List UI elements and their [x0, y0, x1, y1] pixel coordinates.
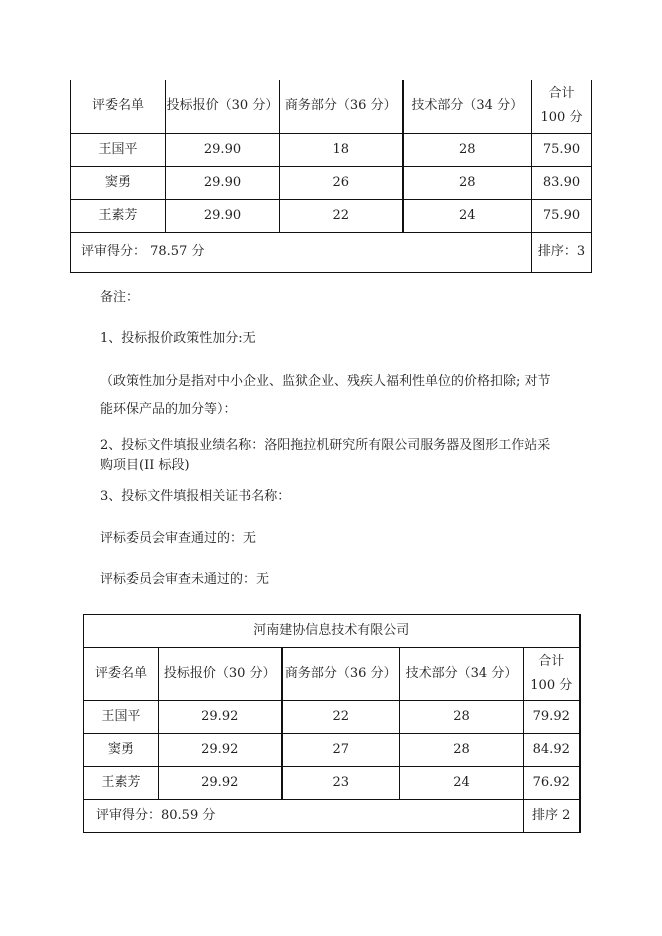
header-row	[71, 80, 592, 133]
review-failed: 评标委员会审查未通过的：无	[100, 572, 270, 587]
rank: 排序 2	[524, 800, 580, 833]
table-row	[71, 199, 592, 232]
business-score: 23	[282, 767, 400, 800]
note-item-1-detail-line1: （政策性加分是指对中小企业、监狱企业、残疾人福利性单位的价格扣除; 对节	[100, 374, 551, 389]
note-item-2-line2: 购项目(II 标段)	[100, 458, 190, 473]
review-passed: 评标委员会审查通过的：无	[100, 531, 257, 546]
business-score: 27	[282, 734, 400, 767]
header-business: 商务部分（36 分）	[282, 648, 400, 701]
note-item-1: 1、投标报价政策性加分:无	[100, 331, 256, 346]
bid-price-score: 29.92	[159, 767, 282, 800]
total-score: 76.92	[524, 767, 580, 800]
header-technical: 技术部分（34 分）	[403, 80, 532, 133]
header-judges: 评委名单	[71, 80, 166, 133]
table-row	[84, 767, 580, 800]
header-total	[532, 80, 592, 133]
judge-name: 窦勇	[71, 166, 166, 199]
technical-score: 24	[400, 767, 524, 800]
business-score: 18	[280, 133, 403, 166]
rank: 排序：3	[532, 232, 592, 272]
technical-score: 28	[400, 701, 524, 734]
table-row	[84, 734, 580, 767]
business-score: 26	[280, 166, 403, 199]
total-score: 84.92	[524, 734, 580, 767]
total-score: 79.92	[524, 701, 580, 734]
header-technical: 技术部分（34 分）	[400, 648, 524, 701]
bid-price-score: 29.90	[166, 133, 280, 166]
header-judges: 评委名单	[84, 648, 159, 701]
header-row	[84, 648, 580, 701]
total-score: 75.90	[532, 133, 592, 166]
total-score: 83.90	[532, 166, 592, 199]
review-score: 评审得分：80.59 分	[84, 800, 524, 833]
company-name: 河南建协信息技术有限公司	[84, 615, 580, 648]
business-score: 22	[280, 199, 403, 232]
technical-score: 24	[403, 199, 532, 232]
technical-score: 28	[403, 133, 532, 166]
header-bid-price: 投标报价（30 分）	[166, 80, 280, 133]
total-score: 75.90	[532, 199, 592, 232]
bid-price-score: 29.92	[159, 701, 282, 734]
business-score: 22	[282, 701, 400, 734]
note-item-2-line1: 2、投标文件填报业绩名称：洛阳拖拉机研究所有限公司服务器及图形工作站采	[100, 438, 551, 453]
table-row	[71, 133, 592, 166]
score-table-2	[83, 614, 581, 833]
judge-name: 王素芳	[84, 767, 159, 800]
footer-row	[71, 232, 592, 272]
table-row	[84, 701, 580, 734]
judge-name: 王国平	[84, 701, 159, 734]
header-total	[524, 648, 580, 701]
judge-name: 王国平	[71, 133, 166, 166]
header-total-line2: 100 分	[540, 110, 583, 126]
company-row	[84, 615, 580, 648]
header-bid-price: 投标报价（30 分）	[159, 648, 282, 701]
bid-price-score: 29.90	[166, 166, 280, 199]
header-total-line1: 合计	[538, 654, 565, 669]
note-item-1-detail-line2: 能环保产品的加分等）：	[100, 402, 237, 417]
footer-row	[84, 800, 580, 833]
notes-title: 备注：	[100, 290, 140, 305]
review-score: 评审得分： 78.57 分	[71, 232, 532, 272]
technical-score: 28	[400, 734, 524, 767]
bid-price-score: 29.90	[166, 199, 280, 232]
table-row	[71, 166, 592, 199]
judge-name: 窦勇	[84, 734, 159, 767]
bid-price-score: 29.92	[159, 734, 282, 767]
technical-score: 28	[403, 166, 532, 199]
judge-name: 王素芳	[71, 199, 166, 232]
note-item-3: 3、投标文件填报相关证书名称：	[100, 489, 291, 504]
header-total-line2: 100 分	[530, 678, 573, 693]
header-business: 商务部分（36 分）	[280, 80, 403, 133]
header-total-line1: 合计	[548, 86, 575, 102]
score-table-1	[70, 80, 592, 273]
